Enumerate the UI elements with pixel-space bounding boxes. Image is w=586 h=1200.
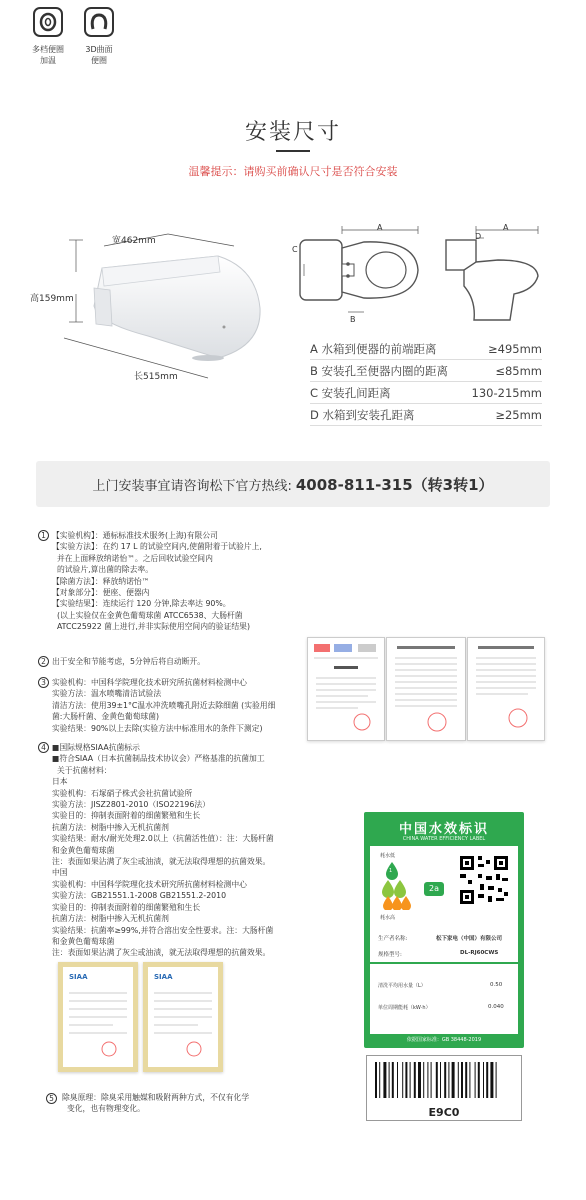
water-label-title-en: CHINA WATER EFFICIENCY LABEL <box>402 836 486 842</box>
barcode-bar <box>478 1062 480 1098</box>
manufacturer-value: 松下家电（中国）有限公司 <box>436 936 503 942</box>
barcode-bar <box>440 1062 441 1098</box>
barcode-bar <box>490 1062 493 1098</box>
water-label-footer: 依据国家标准：GB 38448-2019 <box>406 1037 482 1043</box>
top-cut-text <box>438 0 508 4</box>
barcode-bar <box>452 1062 455 1098</box>
barcode-bars <box>367 1056 521 1102</box>
test-report-thumbnail-3 <box>467 637 545 741</box>
barcode-bar <box>397 1062 398 1098</box>
spec-row-c: C 安装孔间距离 130-215mm <box>310 382 542 404</box>
note-5-number: 5 <box>46 1093 57 1104</box>
note-4-text: ■国际规格SIAA抗菌标示 ■符合SIAA（日本抗菌制品技术协议会）严格基准的抗菌加工 关于抗菌材料： 日本 实验机构：石塚硝子株式会社抗菌试验所 实验方法：JISZ2801-2010（ISO22196法） 实验目的：抑制表面附着的细菌繁殖和生长 抗菌方法：树脂中掺入无机抗菌剂 实验结果：耐水/耐光处理2.0以上（抗菌活性值）：注：大肠杆菌 和金黄色葡萄球菌 注：表面如果沾满了灰尘或油渍，就无法取得理想的抗菌效果。 中国 实验机构：中国科学院理化技术研究所抗菌材料检测中心 实验方法：GB21551.1-2008 GB21551.2-2010 实验目的：抑制表面附着的细菌繁殖和生长 抗菌方法：树脂中掺入无机抗菌剂 实验结果：抗菌率≥99%,并符合溶出安全性要求。注：大肠杆菌 和金黄色葡萄球菌 注：表面如果沾满了灰尘或油渍，就无法取得理想的抗菌效果。 <box>52 743 274 958</box>
water-label-title: 中国水效标识 <box>398 822 489 837</box>
label-b: B <box>350 315 356 324</box>
water-usage-label: 清洗平均用水量（L） <box>378 983 426 989</box>
barcode-bar <box>410 1062 411 1098</box>
barcode-bar <box>444 1062 446 1098</box>
siaa-certificate-2: SIAA <box>143 962 223 1072</box>
barcode-bar <box>458 1062 459 1098</box>
model-value: DL-RJ60CWS <box>460 950 499 956</box>
hotline-banner <box>36 461 550 507</box>
title-underline <box>276 150 310 152</box>
curved-seat-label: 3D曲面 便圈 <box>85 45 113 65</box>
siaa-certificate-1: SIAA <box>58 962 138 1072</box>
hotline-number[interactable]: 4008-811-315（转3转1） <box>295 475 494 494</box>
water-usage-value: 0.50 <box>490 982 503 988</box>
label-d: D <box>475 232 482 241</box>
spec-row-b: B 安装孔至便器内圈的距离 ≤85mm <box>310 360 542 382</box>
energy-value: 0.040 <box>488 1004 504 1010</box>
energy-label: 单位周期能耗（kW·h） <box>378 1005 431 1011</box>
barcode-bar <box>383 1062 386 1098</box>
note-3-text: 实验机构：中国科学院理化技术研究所抗菌材料检测中心 实验方法：温水喷嘴清洁试验法 清洁方法：使用39±1°C温水冲洗喷嘴孔附近去除细菌 (实验用细 菌:大肠杆菌、金黄色葡萄球菌) 实验结果：90%以上去除(实验方法中标准用水的条件下测定) <box>52 678 276 733</box>
barcode-bar <box>389 1062 390 1098</box>
barcode-bar <box>405 1062 407 1098</box>
toilet-seat-image <box>28 228 283 383</box>
label-a-top: A <box>377 223 383 232</box>
barcode-bar <box>448 1062 449 1098</box>
test-report-thumbnail-1 <box>307 637 385 741</box>
barcode-bar <box>496 1062 497 1098</box>
model-label: 规格型号: <box>378 952 402 958</box>
qr-code[interactable] <box>458 854 510 906</box>
barcode-bar <box>461 1062 463 1098</box>
barcode-bar <box>475 1062 476 1098</box>
note-4-number: 4 <box>38 742 49 753</box>
barcode-text: E9C0 <box>428 1106 460 1119</box>
label-a-side: A <box>503 223 509 232</box>
barcode-bar <box>418 1062 421 1098</box>
section-title: 安装尺寸 <box>244 120 341 145</box>
spec-table <box>310 338 542 426</box>
manufacturer-label: 生产者名称: <box>378 936 408 942</box>
spec-row-a: A 水箱到便器的前端距离 ≥495mm <box>310 338 542 360</box>
barcode-bar <box>431 1062 432 1098</box>
water-label-body: 耗水低 1 耗水高 2a 生产者名称: 松下家电（中国）有限公司 规格型号: DL-RJ60CWS 清洗平均用水量（L） 0.50 单位周期能耗（kW·h） 0.040 <box>370 846 518 1034</box>
barcode-bar <box>486 1062 488 1098</box>
barcode <box>366 1055 522 1121</box>
note-5-text: 除臭原理：除臭采用触媒和吸附两种方式，不仅有化学 变化，也有物理变化。 <box>62 1093 250 1114</box>
barcode-bar <box>465 1062 467 1098</box>
dim-length: 长515mm <box>134 372 178 382</box>
water-efficiency-label <box>364 812 524 1048</box>
dim-height: 高159mm <box>30 294 74 304</box>
note-1-text: 【实验机构】：通标标准技术服务(上海)有限公司 【实验方法】：在约 17 L 的试验空间内,使菌附着于试验片上, 并在上面释放纳诺怡™。之后回收试验空间内 的试验片,算出菌的除去率。 【除菌方法】：释放纳诺怡™ 【对象部分】：便座、便器内 【实验结果】：连续运行 120 分钟,除去率达 90%。 (以上实验仅在金黄色葡萄球菌 ATCC6538、大肠杆菌 ATCC25922 菌上进行,并非实际使用空间内的验证结果) <box>52 531 262 632</box>
barcode-bar <box>392 1062 394 1098</box>
note-2-text: 出于安全和节能考虑，5分钟后将自动断开。 <box>52 657 206 666</box>
heated-seat-label: 多档便圈 加温 <box>32 45 64 65</box>
heated-seat-icon <box>33 7 63 37</box>
curved-seat-icon <box>84 7 114 37</box>
barcode-bar <box>423 1062 424 1098</box>
barcode-bar <box>483 1062 484 1098</box>
hotline-text: 上门安装事宜请咨询松下官方热线: <box>92 478 292 494</box>
barcode-bar <box>436 1062 438 1098</box>
test-report-thumbnail-2 <box>386 637 466 741</box>
note-3-number: 3 <box>38 677 49 688</box>
barcode-bar <box>414 1062 416 1098</box>
note-1-number: 1 <box>38 530 49 541</box>
barcode-bar <box>469 1062 470 1098</box>
spec-row-d: D 水箱到安装孔距离 ≥25mm <box>310 404 542 426</box>
label-c: C <box>292 245 298 254</box>
barcode-bar <box>375 1062 377 1098</box>
install-warning: 温馨提示：请购买前确认尺寸是否符合安装 <box>188 165 398 178</box>
install-diagram <box>288 220 548 335</box>
water-grade-badge: 2a <box>424 882 444 896</box>
dim-width: 宽462mm <box>112 236 156 246</box>
barcode-bar <box>379 1062 380 1098</box>
barcode-bar <box>402 1062 403 1098</box>
note-2-number: 2 <box>38 656 49 667</box>
barcode-bar <box>427 1062 428 1098</box>
